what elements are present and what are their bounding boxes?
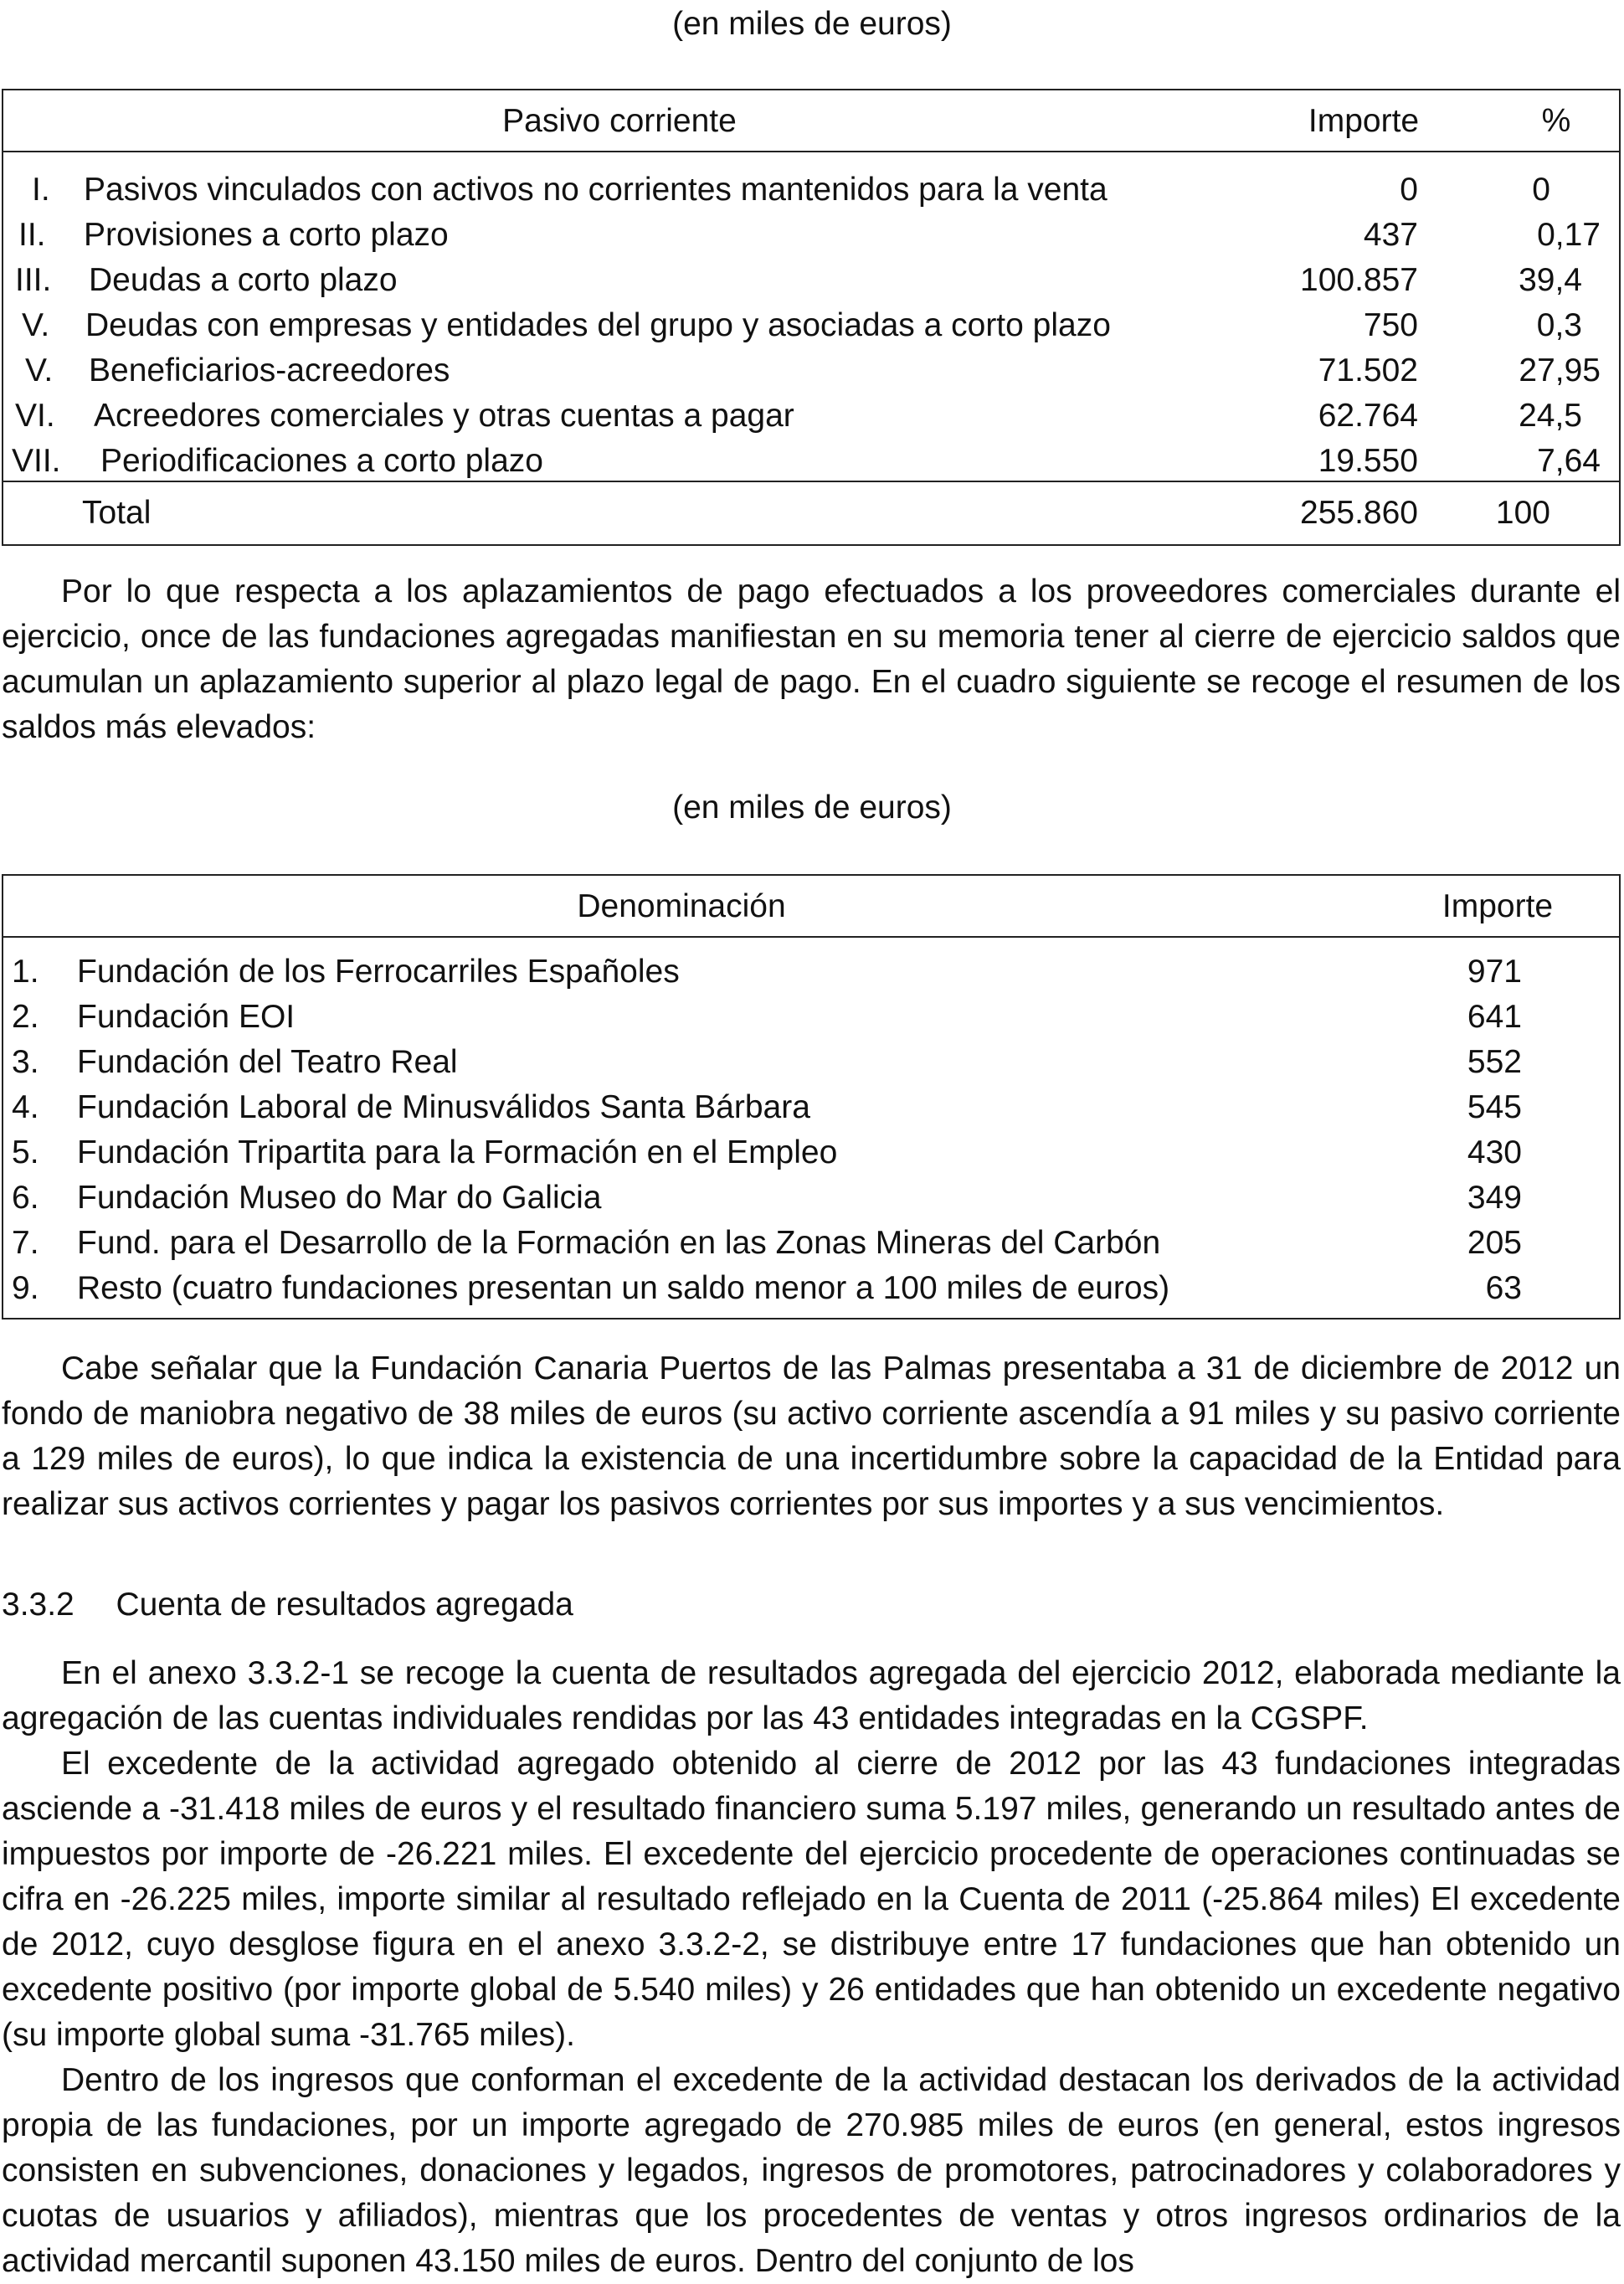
row-number: 7. xyxy=(12,1225,39,1261)
row-number: VI. xyxy=(15,398,55,434)
total-importe: 255.860 xyxy=(1300,495,1418,531)
row-label: Deudas a corto plazo xyxy=(89,262,398,298)
row-importe: 100.857 xyxy=(1300,262,1418,298)
saldos-table xyxy=(2,874,1621,1319)
column-header-importe: Importe xyxy=(1442,888,1554,924)
row-importe: 750 xyxy=(1363,307,1418,343)
paragraph-fundacion-canaria xyxy=(2,1346,1621,1527)
row-percent: 24,5 xyxy=(1519,398,1582,434)
column-header-percent: % xyxy=(1541,103,1571,139)
row-number: 4. xyxy=(12,1089,39,1125)
row-label: Fundación Laboral de Minusválidos Santa Bárbara xyxy=(77,1089,810,1125)
row-number: 5. xyxy=(12,1134,39,1170)
row-importe: 205 xyxy=(1467,1225,1522,1261)
row-number: I. xyxy=(32,172,50,208)
row-number: 9. xyxy=(12,1270,39,1306)
row-label: Acreedores comerciales y otras cuentas a pagar xyxy=(94,398,794,434)
row-label: Fundación EOI xyxy=(77,999,296,1035)
pasivo-corriente-table xyxy=(2,89,1621,546)
row-percent: 27,95 xyxy=(1519,352,1601,388)
row-label: Fund. para el Desarrollo de la Formación en las Zonas Mineras del Carbón xyxy=(77,1225,1161,1261)
row-percent: 7,64 xyxy=(1537,443,1601,479)
total-label: Total xyxy=(82,495,152,531)
row-importe: 63 xyxy=(1485,1270,1522,1306)
row-percent: 39,4 xyxy=(1519,262,1582,298)
unit-note: (en miles de euros) xyxy=(672,6,952,42)
section-title: Cuenta de resultados agregada xyxy=(116,1587,573,1623)
row-number: II. xyxy=(18,217,46,253)
row-number: VII. xyxy=(12,443,61,479)
row-importe: 437 xyxy=(1363,217,1418,253)
row-number: 6. xyxy=(12,1180,39,1216)
column-header-importe: Importe xyxy=(1308,103,1420,139)
row-label: Resto (cuatro fundaciones presentan un saldo menor a 100 miles de euros) xyxy=(77,1270,1170,1306)
row-number: V. xyxy=(25,352,54,388)
row-importe: 71.502 xyxy=(1318,352,1418,388)
column-header-denominacion: Denominación xyxy=(577,888,786,924)
row-importe: 0 xyxy=(1400,172,1418,208)
row-label: Provisiones a corto plazo xyxy=(84,217,449,253)
row-percent: 0,3 xyxy=(1536,307,1582,343)
row-number: III. xyxy=(15,262,52,298)
row-importe: 545 xyxy=(1467,1089,1522,1125)
paragraph-text: Dentro de los ingresos que conforman el excedente de la actividad destacan los derivados de la actividad propia de las fundaciones, por un importe agregado de 270.985 miles de euros (en general, estos ingresos consisten en subvenciones, donaciones y legados, ingresos de promotores, patrocinadores y colaboradores y cuotas de usuarios y afiliados), mientras que los procedentes de ventas y otros ingresos ordinarios de la actividad mercantil suponen 43.150 miles de euros. Dentro del conjunto de los xyxy=(2,2062,1621,2279)
row-label: Fundación Tripartita para la Formación en el Empleo xyxy=(77,1134,838,1170)
total-row xyxy=(3,481,1619,546)
row-importe: 552 xyxy=(1467,1044,1522,1080)
paragraph-text: El excedente de la actividad agregado obtenido al cierre de 2012 por las 43 fundaciones integradas asciende a -31.418 miles de euros y el resultado financiero suma 5.197 miles, generando un resultado antes de impuestos por importe de -26.221 miles. El excedente del ejercicio procedente de operaciones continuadas se cifra en -26.225 miles, importe similar al resultado reflejado en la Cuenta de 2011 (-25.864 miles) El excedente de 2012, cuyo desglose figura en el anexo 3.3.2-2, se distribuye entre 17 fundaciones que han obtenido un excedente positivo (por importe global de 5.540 miles) y 26 entidades que han obtenido un excedente negativo (su importe global suma -31.765 miles). xyxy=(2,1746,1621,2053)
section-number: 3.3.2 xyxy=(2,1587,75,1623)
row-label: Deudas con empresas y entidades del grupo y asociadas a corto plazo xyxy=(85,307,1111,343)
row-percent: 0,17 xyxy=(1537,217,1601,253)
row-number: 2. xyxy=(12,999,39,1035)
section-body xyxy=(2,1651,1621,2284)
row-number: 3. xyxy=(12,1044,39,1080)
row-importe: 62.764 xyxy=(1318,398,1418,434)
section-heading xyxy=(2,1582,573,1628)
total-percent: 100 xyxy=(1495,495,1550,531)
unit-note: (en miles de euros) xyxy=(672,790,952,826)
paragraph-text: Por lo que respecta a los aplazamientos de pago efectuados a los proveedores comerciales durante el ejercicio, once de las fundaciones agregadas manifiestan en su memoria tener al cierre de ejercicio saldos que acumulan un aplazamiento superior al plazo legal de pago. En el cuadro siguiente se recoge el resumen de los saldos más elevados: xyxy=(2,574,1621,745)
row-importe: 641 xyxy=(1467,999,1522,1035)
table-header xyxy=(3,876,1619,938)
row-importe: 430 xyxy=(1467,1134,1522,1170)
column-header-concept: Pasivo corriente xyxy=(502,103,737,139)
row-label: Periodificaciones a corto plazo xyxy=(100,443,543,479)
row-importe: 349 xyxy=(1467,1180,1522,1216)
row-percent: 0 xyxy=(1532,172,1550,208)
row-label: Fundación de los Ferrocarriles Españoles xyxy=(77,954,680,990)
row-importe: 971 xyxy=(1467,954,1522,990)
row-number: 1. xyxy=(12,954,39,990)
paragraph-aplazamientos xyxy=(2,569,1621,750)
paragraph-text: En el anexo 3.3.2-1 se recoge la cuenta de resultados agregada del ejercicio 2012, elaborada mediante la agregación de las cuentas individuales rendidas por las 43 entidades integradas en la CGSPF. xyxy=(2,1655,1621,1736)
row-label: Beneficiarios-acreedores xyxy=(89,352,450,388)
row-importe: 19.550 xyxy=(1318,443,1418,479)
row-number: V. xyxy=(22,307,50,343)
paragraph-text: Cabe señalar que la Fundación Canaria Puertos de las Palmas presentaba a 31 de diciembre de 2012 un fondo de maniobra negativo de 38 miles de euros (su activo corriente ascendía a 91 miles y su pasivo corriente a 129 miles de euros), lo que indica la existencia de una incertidumbre sobre la capacidad de la Entidad para realizar sus activos corrientes y pagar los pasivos corrientes por sus importes y a sus vencimientos. xyxy=(2,1350,1621,1522)
table-header xyxy=(3,90,1619,152)
row-label: Fundación Museo do Mar do Galicia xyxy=(77,1180,602,1216)
row-label: Fundación del Teatro Real xyxy=(77,1044,458,1080)
row-label: Pasivos vinculados con activos no corrientes mantenidos para la venta xyxy=(84,172,1108,208)
